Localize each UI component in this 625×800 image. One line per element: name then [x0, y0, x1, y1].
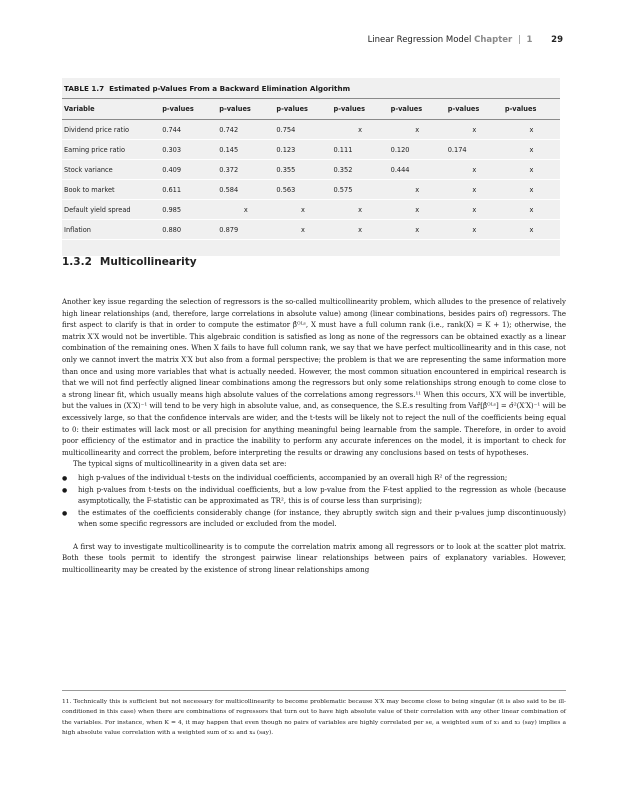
column-header: p-values	[389, 99, 446, 120]
table-cell: 0.123	[274, 140, 331, 160]
table-cell: Stock variance	[62, 160, 160, 180]
paragraph: The typical signs of multicollinearity in a given data set are:	[73, 460, 287, 469]
section-number: 1.3.2	[62, 256, 92, 268]
table-cell: x	[389, 200, 446, 220]
table-cell: 0.985	[160, 200, 217, 220]
table-cell: Earning price ratio	[62, 140, 160, 160]
table-cell: 0.879	[217, 220, 274, 240]
list-item: ● the estimates of the coefficients considerably change (for instance, they abruptly switch sign and their p-values jump discontinuously) when some specific regressors are included or excluded from the model.	[78, 508, 566, 531]
table-row	[62, 200, 560, 220]
table-cell: 0.563	[274, 180, 331, 200]
table-cell: x	[503, 140, 560, 160]
table-cell: x	[274, 220, 331, 240]
table-cell: x	[503, 180, 560, 200]
table-row	[62, 180, 560, 200]
bullet-list	[62, 473, 566, 531]
table-cell: 0.145	[217, 140, 274, 160]
table-cell: 0.575	[332, 180, 389, 200]
table-row	[62, 220, 560, 240]
table-cell: 0.352	[332, 160, 389, 180]
column-header: p-values	[446, 99, 503, 120]
table-cell: x	[274, 200, 331, 220]
table-cell: x	[446, 200, 503, 220]
table-block	[62, 78, 560, 256]
table-row	[62, 120, 560, 140]
table-cell: 0.355	[274, 160, 331, 180]
table-cell: x	[503, 200, 560, 220]
table-cell: 0.111	[332, 140, 389, 160]
column-header: Variable	[62, 99, 160, 120]
table-cell: Dividend price ratio	[62, 120, 160, 140]
table-caption	[62, 78, 560, 99]
table-cell: x	[389, 180, 446, 200]
table-cell: 0.174	[446, 140, 503, 160]
section-title: Multicollinearity	[99, 256, 197, 268]
table-cell: x	[332, 220, 389, 240]
table-cell: Book to market	[62, 180, 160, 200]
table-cell: 0.754	[274, 120, 331, 140]
table-label: TABLE 1.7	[64, 84, 105, 93]
table-cell: 0.120	[389, 140, 446, 160]
table-cell: x	[332, 200, 389, 220]
table-cell: 0.742	[217, 120, 274, 140]
table-row	[62, 160, 560, 180]
footnote	[62, 690, 566, 739]
table-cell: 0.444	[389, 160, 446, 180]
table-cell: x	[503, 160, 560, 180]
table-cell: 0.409	[160, 160, 217, 180]
paragraph: A first way to investigate multicollinearity is to compute the correlation matrix among all regressors or to look at the scatter plot matrix. Both these tools permit to identify the strongest pairwise linear relationships between pairs of explanatory variables. However, multicollinearity may be created by the existence of strong linear relationships among	[62, 542, 566, 575]
table-cell: x	[446, 220, 503, 240]
section-heading	[62, 256, 197, 268]
column-header: p-values	[274, 99, 331, 120]
table-cell: x	[217, 200, 274, 220]
column-header: p-values	[217, 99, 274, 120]
table-cell: 0.744	[160, 120, 217, 140]
table-cell: Inflation	[62, 220, 160, 240]
paragraph: Another key issue regarding the selection of regressors is the so-called multicollinearity problem, which alludes to the presence of relatively high linear relationships (and, therefore, large correlations in absolute value) among (linear combinations, besides pairs of) regressors. The first aspect to clarify is that in order to compute the estimator β̂ᴼᴸˢ, X must have a full column rank (i.e., rank(X) = K + 1); otherwise, the matrix X′X would not be invertible. This algebraic condition is satisfied as long as none of the regressors can be obtained exactly as a linear combination of the remaining ones. When X fails to have full column rank, we say that we have perfect multicollinearity and in this case, not only we cannot invert the matrix X′X but also from a formal perspective; the problem is that we are representing the same information more than once and using more variables that what is actually needed. However, the most common situation encountered in empirical research is that we will not find perfectly aligned linear combinations among the regressors but only some relationships strong enough to come close to a strong linear fit, which usually means high absolute values of the correlations among regressors.¹¹ When this occurs, X′X will be invertible, but the values in (X′X)⁻¹ will tend to be very high in absolute value, and, as consequence, the S.E.s resulting from Var̂[β̂ᴼᴸˢ] = σ̂²(X′X)⁻¹ will be excessively large, so that the confidence intervals are wider, and the t-tests will be likely not to reject the null of the coefficients being equal to 0: their estimates will lack most or all precision for anything meaningful being learnable from the sample. Therefore, in order to avoid poor efficiency of the estimator and in practice the inability to perform any accurate inferences on the model, it is important to check for multicollinearity and correct the problem, before interpreting the results or drawing any conclusions based on tests of hypotheses.	[62, 298, 566, 457]
table-cell: x	[503, 220, 560, 240]
body-text	[62, 297, 566, 577]
header-separator: |	[517, 35, 521, 45]
table-cell: 0.303	[160, 140, 217, 160]
chapter-number: 1	[526, 35, 533, 45]
table-header-row	[62, 99, 560, 120]
column-header: p-values	[332, 99, 389, 120]
column-header: p-values	[160, 99, 217, 120]
p-values-table	[62, 99, 560, 240]
table-row	[62, 140, 560, 160]
table-cell: x	[446, 180, 503, 200]
footnote-text: 11. Technically this is sufficient but not necessary for multicollinearity to become problematic because X′X may become close to being singular (it is also said to be ill-conditioned in this case) when there are combinations of regressors that turn out to have high absolute value of their correlation with any other linear combination of the variables. For instance, when K = 4, it may happen that even though no pairs of variables are highly correlated per se, a weighted sum of x₁ and x₃ (say) implies a high absolute value correlation with a weighted sum of x₂ and x₄ (say).	[62, 699, 566, 737]
table-cell: x	[389, 120, 446, 140]
column-header: p-values	[503, 99, 560, 120]
table-cell: x	[332, 120, 389, 140]
list-item: ● high p-values of the individual t-tests on the individual coefficients, accompanied by an overall high R² of the regression;	[78, 473, 566, 485]
table-cell: 0.584	[217, 180, 274, 200]
page-number: 29	[551, 35, 563, 45]
table-caption-text: Estimated p-Values From a Backward Elimination Algorithm	[109, 84, 351, 93]
table-cell: x	[389, 220, 446, 240]
running-header	[368, 35, 563, 45]
running-title: Linear Regression Model	[367, 35, 472, 45]
table-cell: 0.611	[160, 180, 217, 200]
table-cell: x	[446, 120, 503, 140]
table-cell: 0.880	[160, 220, 217, 240]
table-cell: Default yield spread	[62, 200, 160, 220]
chapter-label: Chapter	[474, 35, 513, 45]
table-cell: 0.372	[217, 160, 274, 180]
table-cell: x	[446, 160, 503, 180]
table-cell: x	[503, 120, 560, 140]
list-item: ● high p-values from t-tests on the individual coefficients, but a low p-value from the F-test applied to the regression as whole (because asymptotically, the F-statistic can be approximated as TR², this is of course less than surprising);	[78, 485, 566, 508]
